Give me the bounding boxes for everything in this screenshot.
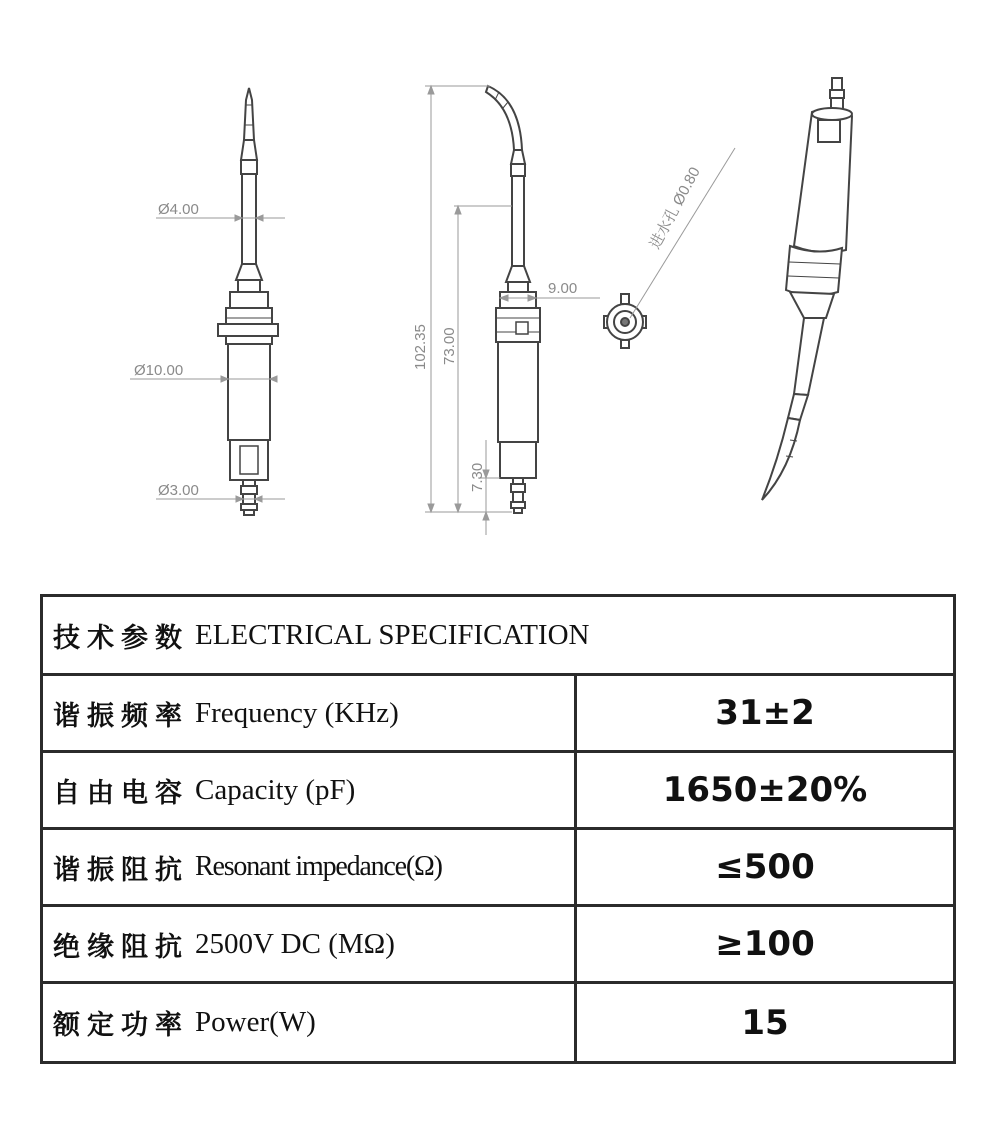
- table-row-label: [43, 753, 577, 830]
- table-row-label: [43, 907, 577, 984]
- row-label-en: 2500V DC (MΩ): [195, 927, 395, 960]
- row-label-cn: 绝缘阻抗: [53, 931, 189, 963]
- header-cn: 技术参数: [53, 622, 189, 654]
- dim-length-7-30: 7.30: [469, 462, 486, 492]
- table-row-value: 31±2: [577, 676, 953, 753]
- dim-length-total: 102.35: [412, 324, 429, 370]
- table-row-label: [43, 830, 577, 907]
- table-row-value: ≤500: [577, 830, 953, 907]
- table-row-value: 1650±20%: [577, 753, 953, 830]
- inlet-leader: [630, 148, 735, 318]
- dim-d3: Ø3.00: [158, 482, 199, 499]
- table-row-value: ≥100: [577, 907, 953, 984]
- dim-inlet-hole: 进水孔 Ø0.80: [646, 164, 704, 252]
- dim-d4: Ø4.00: [158, 201, 199, 218]
- table-header: [43, 597, 953, 676]
- table-row-value: 15: [741, 1002, 789, 1043]
- row-label-en: Resonant impedance(Ω): [195, 851, 442, 882]
- dim-9: 9.00: [548, 280, 578, 297]
- row-label-en: Frequency (KHz): [195, 696, 399, 729]
- left-view: [218, 88, 278, 515]
- table-row-label: [43, 676, 577, 753]
- row-label-en: Power(W): [195, 1006, 316, 1038]
- row-label-cn: 额定功率: [53, 1010, 189, 1041]
- spec-table: [40, 594, 956, 1064]
- dim-length-73: 73.00: [441, 327, 458, 365]
- row-label-cn: 谐振阻抗: [53, 854, 189, 886]
- isometric-view: [762, 78, 852, 500]
- dim-d10: Ø10.00: [134, 362, 184, 379]
- row-label-cn: 谐振频率: [53, 700, 189, 732]
- row-label-cn: 自由电容: [53, 777, 189, 809]
- header-en: ELECTRICAL SPECIFICATION: [195, 618, 590, 651]
- technical-drawing: [0, 0, 1000, 560]
- table-row-label: [43, 984, 577, 1061]
- row-label-en: Capacity (pF): [195, 773, 356, 806]
